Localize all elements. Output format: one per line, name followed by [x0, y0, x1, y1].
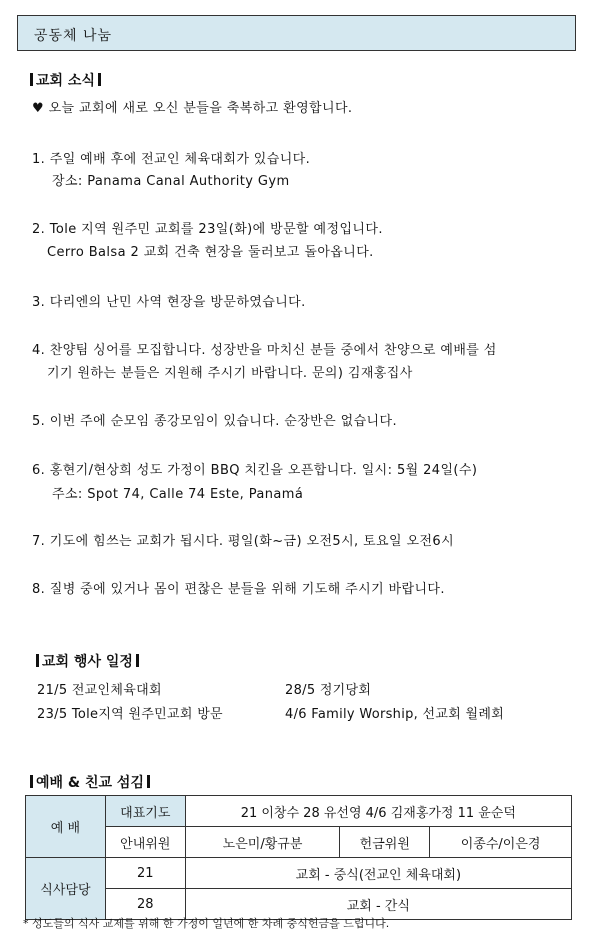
service-title — [27, 772, 153, 792]
title-bar-left — [30, 775, 33, 788]
table-row — [26, 858, 572, 889]
news-item-6-detail: 주소: Spot 74, Calle 74 Este, Panamá — [52, 487, 304, 502]
news-item-2-detail: Cerro Balsa 2 교회 건축 현장을 둘러보고 돌아옵니다. — [47, 245, 374, 260]
news-item-5: 5. 이번 주에 순모임 종강모임이 있습니다. 순장반은 없습니다. — [32, 414, 397, 429]
header-title: 공동체 나눔 — [34, 28, 113, 44]
news-item-1: 1. 주일 예배 후에 전교인 체육대회가 있습니다. — [32, 152, 311, 167]
meal-date: 21 — [105, 858, 185, 889]
meal-desc: 교회 - 간식 — [185, 889, 571, 920]
title-bar-right — [147, 775, 150, 788]
news-item-6: 6. 홍현기/현상희 성도 가정이 BBQ 치킨을 오픈합니다. 일시: 5월 24일(수) — [32, 463, 478, 478]
footnote: * 성도들의 식사 교제를 위해 한 가정이 일년에 한 차례 중식헌금을 드립니다. — [23, 917, 390, 930]
service-table — [25, 795, 572, 920]
schedule-item: 21/5 전교인체육대회 — [37, 683, 162, 698]
worship-label: 예 배 — [26, 796, 106, 858]
schedule-item: 23/5 Tole지역 원주민교회 방문 — [37, 707, 223, 722]
welcome-line: ♥ 오늘 교회에 새로 오신 분들을 축복하고 환영합니다. — [32, 101, 353, 116]
table-row — [26, 796, 572, 827]
schedule-item: 28/5 정기당회 — [285, 683, 372, 698]
offering-label: 헌금위원 — [340, 827, 430, 858]
title-bar-right — [98, 73, 101, 86]
title-bar-left — [36, 654, 39, 667]
news-item-8: 8. 질병 중에 있거나 몸이 편찮은 분들을 위해 기도해 주시기 바랍니다. — [32, 582, 445, 597]
schedule-title-text: 교회 행사 일정 — [42, 654, 133, 670]
service-title-text: 예배 & 친교 섬김 — [36, 775, 144, 791]
section-header — [17, 15, 576, 51]
title-bar-right — [136, 654, 139, 667]
rep-prayer-value: 21 이창수 28 유선영 4/6 김재홍가정 11 윤순덕 — [185, 796, 571, 827]
church-news-title-text: 교회 소식 — [36, 73, 95, 89]
rep-prayer-label: 대표기도 — [105, 796, 185, 827]
usher-value: 노은미/황규분 — [185, 827, 340, 858]
news-item-4-detail: 기기 원하는 분들은 지원해 주시기 바랍니다. 문의) 김재홍집사 — [47, 366, 413, 381]
offering-value: 이종수/이은경 — [430, 827, 572, 858]
news-item-3: 3. 다리엔의 난민 사역 현장을 방문하였습니다. — [32, 295, 306, 310]
meal-label: 식사담당 — [26, 858, 106, 920]
news-item-7: 7. 기도에 힘쓰는 교회가 됩시다. 평일(화~금) 오전5시, 토요일 오전6시 — [32, 534, 455, 549]
usher-label: 안내위원 — [105, 827, 185, 858]
meal-desc: 교회 - 중식(전교인 체육대회) — [185, 858, 571, 889]
news-item-1-detail: 장소: Panama Canal Authority Gym — [52, 174, 290, 189]
schedule-item: 4/6 Family Worship, 선교회 월례회 — [285, 707, 505, 722]
church-news-title — [27, 70, 104, 90]
news-item-4: 4. 찬양팀 싱어를 모집합니다. 성장반을 마치신 분들 중에서 찬양으로 예배를 섬 — [32, 343, 497, 358]
news-item-2: 2. Tole 지역 원주민 교회를 23일(화)에 방문할 예정입니다. — [32, 222, 383, 237]
title-bar-left — [30, 73, 33, 86]
table-row — [26, 827, 572, 858]
meal-date: 28 — [105, 889, 185, 920]
schedule-title — [33, 651, 142, 671]
